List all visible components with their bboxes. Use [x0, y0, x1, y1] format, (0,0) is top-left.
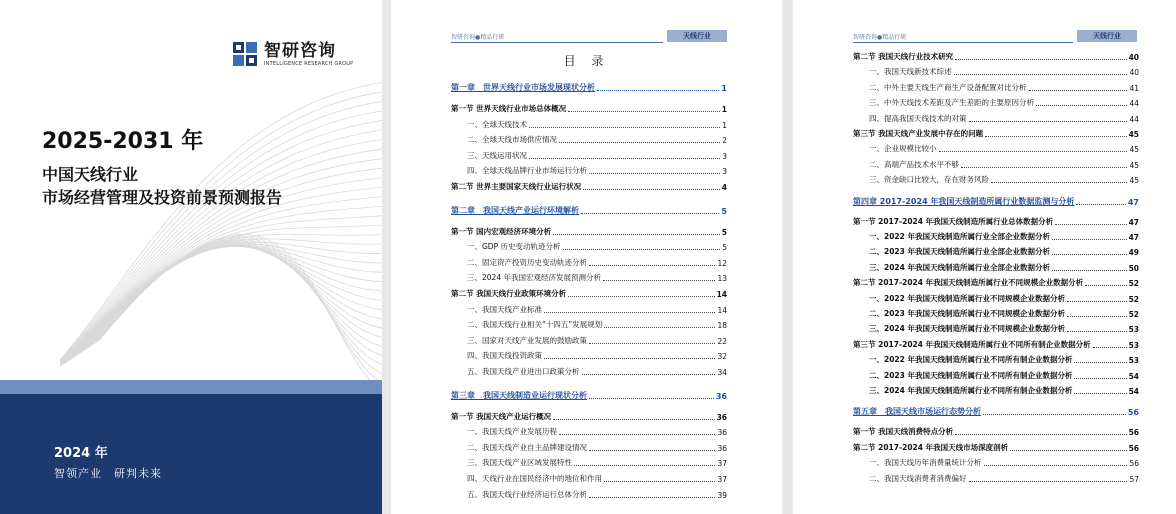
- toc-leader-dots: [559, 434, 715, 435]
- toc-page-number: 13: [717, 274, 727, 284]
- toc-leader-dots: [1052, 239, 1127, 240]
- toc-entry-bold-item[interactable]: [869, 308, 1139, 319]
- toc-leader-dots: [985, 136, 1126, 137]
- toc-entry-text: 二、高端产品技术水平不够: [869, 159, 959, 169]
- toc-page-number: 54: [1128, 371, 1139, 381]
- toc-leader-dots: [589, 398, 714, 399]
- toc-leader-dots: [1052, 270, 1127, 271]
- toc-leader-dots: [1093, 347, 1127, 348]
- toc-page-number: 40: [1128, 53, 1139, 62]
- toc-page-number: 49: [1128, 248, 1139, 258]
- toc-leader-dots: [1010, 450, 1126, 451]
- toc-entry-text: 第二节 2017-2024 年我国天线市场深度剖析: [853, 442, 1009, 452]
- decorative-wave-lines: [60, 60, 382, 380]
- cover-page: [0, 0, 382, 514]
- toc-page-number: 45: [1128, 130, 1139, 139]
- toc-entry-section[interactable]: [451, 226, 727, 237]
- toc-entry-text: 二、2023 年我国天线制造所属行业不同规模企业数据分析: [869, 309, 1065, 318]
- toc-entry-text: 四、全球天线品牌行业市场运行分析: [467, 166, 587, 176]
- toc-page-number: 37: [717, 459, 727, 469]
- toc-page-number: 37: [717, 475, 727, 484]
- report-date: 2024 年: [54, 446, 108, 461]
- header-industry-tag: 天线行业: [1077, 30, 1137, 42]
- toc-entry-item[interactable]: [869, 457, 1139, 468]
- toc-leader-dots: [589, 343, 715, 344]
- toc-leader-dots: [544, 312, 715, 313]
- header-brand: 智研咨询●精品行研: [451, 34, 505, 41]
- toc-leader-dots: [984, 465, 1128, 466]
- toc-entry-item[interactable]: [869, 143, 1139, 154]
- toc-entry-text: 三、2024 年我国宏观经济发展预测分析: [467, 273, 601, 283]
- toc-entry-item[interactable]: [467, 304, 727, 315]
- toc-entry-chapter[interactable]: [853, 196, 1139, 207]
- toc-entry-text: 第一节 2017-2024 年我国天线制造所属行业总体数据分析: [853, 216, 1054, 226]
- toc-entry-text: 四、提高我国天线技术的对策: [869, 113, 967, 123]
- toc-entry-text: 第二节 我国天线行业政策环境分析: [451, 289, 567, 298]
- toc-entry-item[interactable]: [467, 442, 727, 453]
- toc-page-number: 18: [717, 321, 727, 331]
- toc-leader-dots: [1036, 105, 1127, 106]
- toc-page-number: 45: [1129, 176, 1139, 186]
- report-title-line2: 市场经营管理及投资前景预测报告: [42, 188, 283, 207]
- toc-entry-text: 第一节 国内宏观经济环境分析: [451, 226, 552, 236]
- page-header: [793, 28, 1176, 44]
- toc-leader-dots: [969, 481, 1128, 482]
- toc-leader-dots: [1052, 254, 1127, 255]
- toc-page-number: 3: [722, 151, 727, 161]
- toc-page-number: 22: [717, 336, 727, 346]
- toc-page-number: 44: [1129, 99, 1139, 109]
- toc-entry-text: 一、2022 年我国天线制造所属行业不同规模企业数据分析: [869, 293, 1065, 303]
- toc-entry-text: 一、我国天线新技术综述: [869, 67, 952, 77]
- header-brand: 智研咨询●精品行研: [853, 34, 907, 41]
- toc-leader-dots: [983, 414, 1126, 415]
- toc-entry-chapter[interactable]: [451, 82, 727, 93]
- toc-leader-dots: [991, 182, 1127, 183]
- toc-page-number: 45: [1129, 160, 1139, 170]
- toc-entry-text: 四、天线行业在国民经济中的地位和作用: [467, 474, 602, 483]
- header-industry-tag: 天线行业: [667, 30, 727, 42]
- toc-entry-item[interactable]: [869, 97, 1139, 108]
- logo-name: 智研咨询: [264, 40, 336, 61]
- toc-entry-text: 第一章 世界天线行业市场发展现状分析: [451, 83, 595, 92]
- page-header: [391, 28, 782, 44]
- toc-entry-item[interactable]: [467, 350, 727, 361]
- toc-leader-dots: [1067, 331, 1127, 332]
- toc-page-number: 47: [1127, 197, 1139, 207]
- toc-leader-dots: [529, 127, 720, 128]
- toc-page-number: 34: [717, 368, 727, 377]
- logo-subtitle: INTELLIGENCE RESEARCH GROUP: [264, 60, 354, 67]
- toc-entry-text: 二、我国天线行业相关“十四五”发展规划: [467, 320, 603, 330]
- toc-page-number: 1: [721, 84, 727, 93]
- toc-entry-item[interactable]: [869, 159, 1139, 170]
- toc-entry-text: 五、我国天线行业经济运行总体分析: [467, 489, 587, 499]
- toc-entry-item[interactable]: [869, 66, 1139, 77]
- toc-entry-text: 第二章 我国天线产业运行环境解析: [451, 205, 579, 215]
- toc-leader-dots: [1067, 301, 1127, 302]
- toc-leader-dots: [589, 265, 715, 266]
- toc-leader-dots: [939, 151, 1128, 152]
- toc-leader-dots: [574, 465, 715, 466]
- toc-entry-text: 四、我国天线投资政策: [467, 351, 542, 361]
- toc-page-number: 52: [1128, 294, 1139, 304]
- toc-entry-text: 二、我国天线产业自主品牌建设情况: [467, 442, 587, 452]
- toc-entry-text: 一、企业规模比较小: [869, 144, 937, 154]
- toc-page-number: 39: [717, 490, 727, 500]
- toc-entry-item[interactable]: [467, 335, 727, 346]
- toc-entry-section[interactable]: [853, 442, 1139, 453]
- toc-entry-section[interactable]: [853, 128, 1139, 139]
- toc-entry-text: 第一节 我国天线消费特点分析: [853, 427, 954, 437]
- toc-leader-dots: [969, 121, 1128, 122]
- header-rule: [853, 42, 1073, 43]
- company-slogan: 智领产业 研判未来: [54, 467, 162, 480]
- toc-leader-dots: [1074, 393, 1126, 394]
- toc-page-number: 44: [1129, 114, 1139, 124]
- toc-entry-text: 第五章 我国天线市场运行态势分析: [853, 407, 981, 417]
- toc-page-number: 57: [1129, 474, 1139, 484]
- toc-entry-item[interactable]: [467, 134, 727, 145]
- toc-page-2: [793, 0, 1176, 514]
- toc-page-number: 56: [1129, 459, 1139, 469]
- toc-leader-dots: [604, 481, 715, 482]
- toc-page-number: 5: [722, 243, 727, 253]
- toc-entry-item[interactable]: [467, 150, 727, 161]
- toc-entry-item[interactable]: [467, 119, 727, 130]
- header-rule: [451, 42, 663, 43]
- toc-entry-text: 一、我国天线产业标准: [467, 304, 542, 314]
- toc-leader-dots: [1055, 224, 1126, 225]
- toc-entry-text: 第二节 2017-2024 年我国天线制造所属行业不同规模企业数据分析: [853, 278, 1084, 288]
- toc-leader-dots: [589, 497, 715, 498]
- toc-leader-dots: [603, 280, 715, 281]
- toc-leader-dots: [583, 189, 720, 190]
- toc-leader-dots: [529, 158, 720, 159]
- toc-entry-text: 第三节 2017-2024 年我国天线制造所属行业不同所有制企业数据分析: [853, 339, 1091, 349]
- toc-leader-dots: [582, 374, 716, 375]
- toc-entry-text: 三、我国天线产业区域发展特性: [467, 458, 572, 468]
- toc-page-number: 36: [716, 412, 727, 422]
- toc-page-number: 1: [722, 120, 727, 130]
- toc-page-number: 56: [1128, 428, 1139, 438]
- toc-entry-section[interactable]: [853, 216, 1139, 227]
- toc-entry-item[interactable]: [869, 174, 1139, 185]
- toc-entry-text: 二、我国天线消费者消费偏好: [869, 473, 967, 483]
- report-title-line1: 中国天线行业: [42, 165, 139, 184]
- toc-entry-text: 三、2024 年我国天线制造所属行业不同规模企业数据分析: [869, 324, 1065, 334]
- toc-leader-dots: [559, 142, 720, 143]
- toc-entry-section[interactable]: [451, 103, 727, 114]
- toc-leader-dots: [581, 213, 719, 214]
- toc-entry-item[interactable]: [467, 473, 727, 484]
- toc-entry-section[interactable]: [451, 411, 727, 422]
- toc-leader-dots: [1067, 316, 1127, 317]
- toc-leader-dots: [954, 74, 1128, 75]
- report-year-range: 2025-2031 年: [42, 129, 204, 154]
- toc-entry-text: 一、GDP 历史变动轨迹分析: [467, 242, 561, 252]
- toc-leader-dots: [1074, 362, 1126, 363]
- toc-entry-text: 三、天线运用状况: [467, 150, 527, 160]
- toc-entry-text: 一、我国天线产业发展历程: [467, 427, 557, 437]
- toc-leader-dots: [553, 234, 720, 235]
- toc-leader-dots: [1074, 378, 1126, 379]
- toc-entry-text: 一、2022 年我国天线制造所属行业全部企业数据分析: [869, 232, 1050, 241]
- company-logo: [232, 41, 353, 67]
- toc-entry-text: 三、国家对天线产业发展的鼓励政策: [467, 335, 587, 345]
- toc-entry-text: 二、固定资产投资历史变动轨迹分析: [467, 257, 587, 267]
- toc-leader-dots: [544, 358, 715, 359]
- toc-entry-bold-item[interactable]: [869, 370, 1139, 381]
- toc-page-number: 53: [1128, 356, 1139, 366]
- toc-entry-bold-item[interactable]: [869, 385, 1139, 396]
- toc-heading: 目 录: [563, 54, 610, 68]
- toc-page-number: 56: [1128, 443, 1139, 453]
- toc-leader-dots: [604, 327, 715, 328]
- toc-entry-text: 三、2024 年我国天线制造所属行业不同所有制企业数据分析: [869, 386, 1073, 395]
- toc-page-number: 5: [721, 227, 727, 237]
- toc-entry-item[interactable]: [467, 457, 727, 468]
- toc-entry-item[interactable]: [467, 257, 727, 268]
- toc-page-number: 4: [721, 183, 727, 192]
- toc-page-number: 53: [1128, 325, 1139, 335]
- toc-page-1: [391, 0, 782, 514]
- toc-entry-chapter[interactable]: [853, 406, 1139, 417]
- toc-entry-text: 三、中外天线技术差距及产生差距的主要原因分析: [869, 98, 1034, 108]
- toc-page-number: 36: [715, 391, 727, 401]
- toc-page-number: 52: [1128, 310, 1139, 319]
- toc-entry-chapter[interactable]: [451, 205, 727, 216]
- toc-entry-text: 一、我国天线历年消费量统计分析: [869, 458, 982, 468]
- toc-page-number: 54: [1128, 387, 1139, 396]
- toc-entry-section[interactable]: [451, 181, 727, 192]
- toc-entry-section[interactable]: [853, 277, 1139, 288]
- toc-entry-text: 第二节 我国天线行业技术研究: [853, 52, 954, 61]
- toc-page-number: 47: [1128, 233, 1139, 242]
- toc-page-number: 53: [1128, 340, 1139, 350]
- toc-page-number: 36: [717, 443, 727, 453]
- toc-entry-text: 二、全球天线市场供应情况: [467, 135, 557, 145]
- toc-page-number: 56: [1127, 408, 1139, 418]
- toc-leader-dots: [1029, 90, 1128, 91]
- toc-leader-dots: [568, 111, 720, 112]
- toc-entry-chapter[interactable]: [451, 390, 727, 401]
- toc-page-number: 41: [1129, 83, 1139, 93]
- toc-entry-bold-item[interactable]: [869, 262, 1139, 273]
- toc-entry-bold-item[interactable]: [869, 231, 1139, 242]
- toc-entry-text: 五、我国天线产业进出口政策分析: [467, 367, 580, 376]
- toc-leader-dots: [597, 90, 719, 91]
- toc-page-number: 5: [721, 206, 727, 216]
- toc-entry-section[interactable]: [451, 288, 727, 299]
- toc-leader-dots: [563, 249, 721, 250]
- toc-entry-item[interactable]: [869, 473, 1139, 484]
- toc-leader-dots: [955, 59, 1126, 60]
- toc-page-number: 36: [717, 428, 727, 438]
- toc-page-number: 50: [1128, 263, 1139, 273]
- toc-entry-bold-item[interactable]: [869, 354, 1139, 365]
- toc-entry-item[interactable]: [467, 489, 727, 500]
- toc-entry-text: 一、2022 年我国天线制造所属行业不同所有制企业数据分析: [869, 355, 1073, 365]
- toc-page-number: 14: [716, 290, 727, 299]
- toc-leader-dots: [553, 419, 714, 420]
- toc-page-number: 3: [722, 167, 727, 177]
- toc-entry-text: 第二节 世界主要国家天线行业运行状况: [451, 182, 582, 191]
- toc-entry-item[interactable]: [467, 272, 727, 283]
- toc-entry-section[interactable]: [853, 51, 1139, 62]
- toc-leader-dots: [589, 173, 720, 174]
- toc-entry-item[interactable]: [467, 319, 727, 330]
- toc-entry-item[interactable]: [467, 165, 727, 176]
- toc-entry-item[interactable]: [467, 366, 727, 377]
- toc-entry-text: 三、2024 年我国天线制造所属行业全部企业数据分析: [869, 262, 1050, 272]
- toc-entry-text: 三、资金缺口比较大，存在财务风险: [869, 175, 989, 185]
- toc-entry-item[interactable]: [869, 113, 1139, 124]
- toc-entry-text: 第三章 我国天线制造业运行现状分析: [451, 390, 587, 400]
- toc-leader-dots: [568, 296, 714, 297]
- toc-leader-dots: [1076, 204, 1125, 205]
- toc-entry-text: 第一节 世界天线行业市场总体概况: [451, 104, 567, 113]
- toc-entry-bold-item[interactable]: [869, 293, 1139, 304]
- toc-entry-text: 二、2023 年我国天线制造所属行业不同所有制企业数据分析: [869, 370, 1073, 380]
- toc-page-number: 12: [717, 258, 727, 268]
- toc-entry-text: 第四章 2017-2024 年我国天线制造所属行业数据监测与分析: [853, 196, 1075, 206]
- toc-entry-section[interactable]: [853, 426, 1139, 437]
- toc-entry-text: 一、全球天线技术: [467, 119, 527, 129]
- toc-page-number: 52: [1128, 279, 1139, 289]
- toc-leader-dots: [589, 450, 715, 451]
- toc-entry-text: 第一节 我国天线产业运行概况: [451, 411, 552, 421]
- toc-entry-text: 二、中外主要天线生产商生产设备配置对比分析: [869, 82, 1027, 92]
- toc-entry-text: 第三节 我国天线产业发展中存在的问题: [853, 129, 984, 138]
- toc-page-number: 2: [722, 136, 727, 146]
- toc-entry-bold-item[interactable]: [869, 323, 1139, 334]
- toc-page-number: 45: [1129, 145, 1139, 155]
- toc-leader-dots: [1085, 285, 1126, 286]
- toc-page-number: 1: [721, 105, 727, 114]
- toc-entry-item[interactable]: [467, 241, 727, 252]
- toc-entry-text: 二、2023 年我国天线制造所属行业全部企业数据分析: [869, 247, 1050, 257]
- toc-leader-dots: [961, 167, 1127, 168]
- toc-page-number: 14: [717, 305, 727, 315]
- toc-leader-dots: [955, 434, 1126, 435]
- toc-page-number: 47: [1128, 217, 1139, 227]
- toc-entry-section[interactable]: [853, 339, 1139, 350]
- toc-entry-item[interactable]: [467, 426, 727, 437]
- toc-entry-bold-item[interactable]: [869, 246, 1139, 257]
- toc-page-number: 32: [717, 352, 727, 362]
- logo-mark-icon: [232, 41, 258, 67]
- toc-entry-item[interactable]: [869, 82, 1139, 93]
- toc-page-number: 40: [1129, 68, 1139, 78]
